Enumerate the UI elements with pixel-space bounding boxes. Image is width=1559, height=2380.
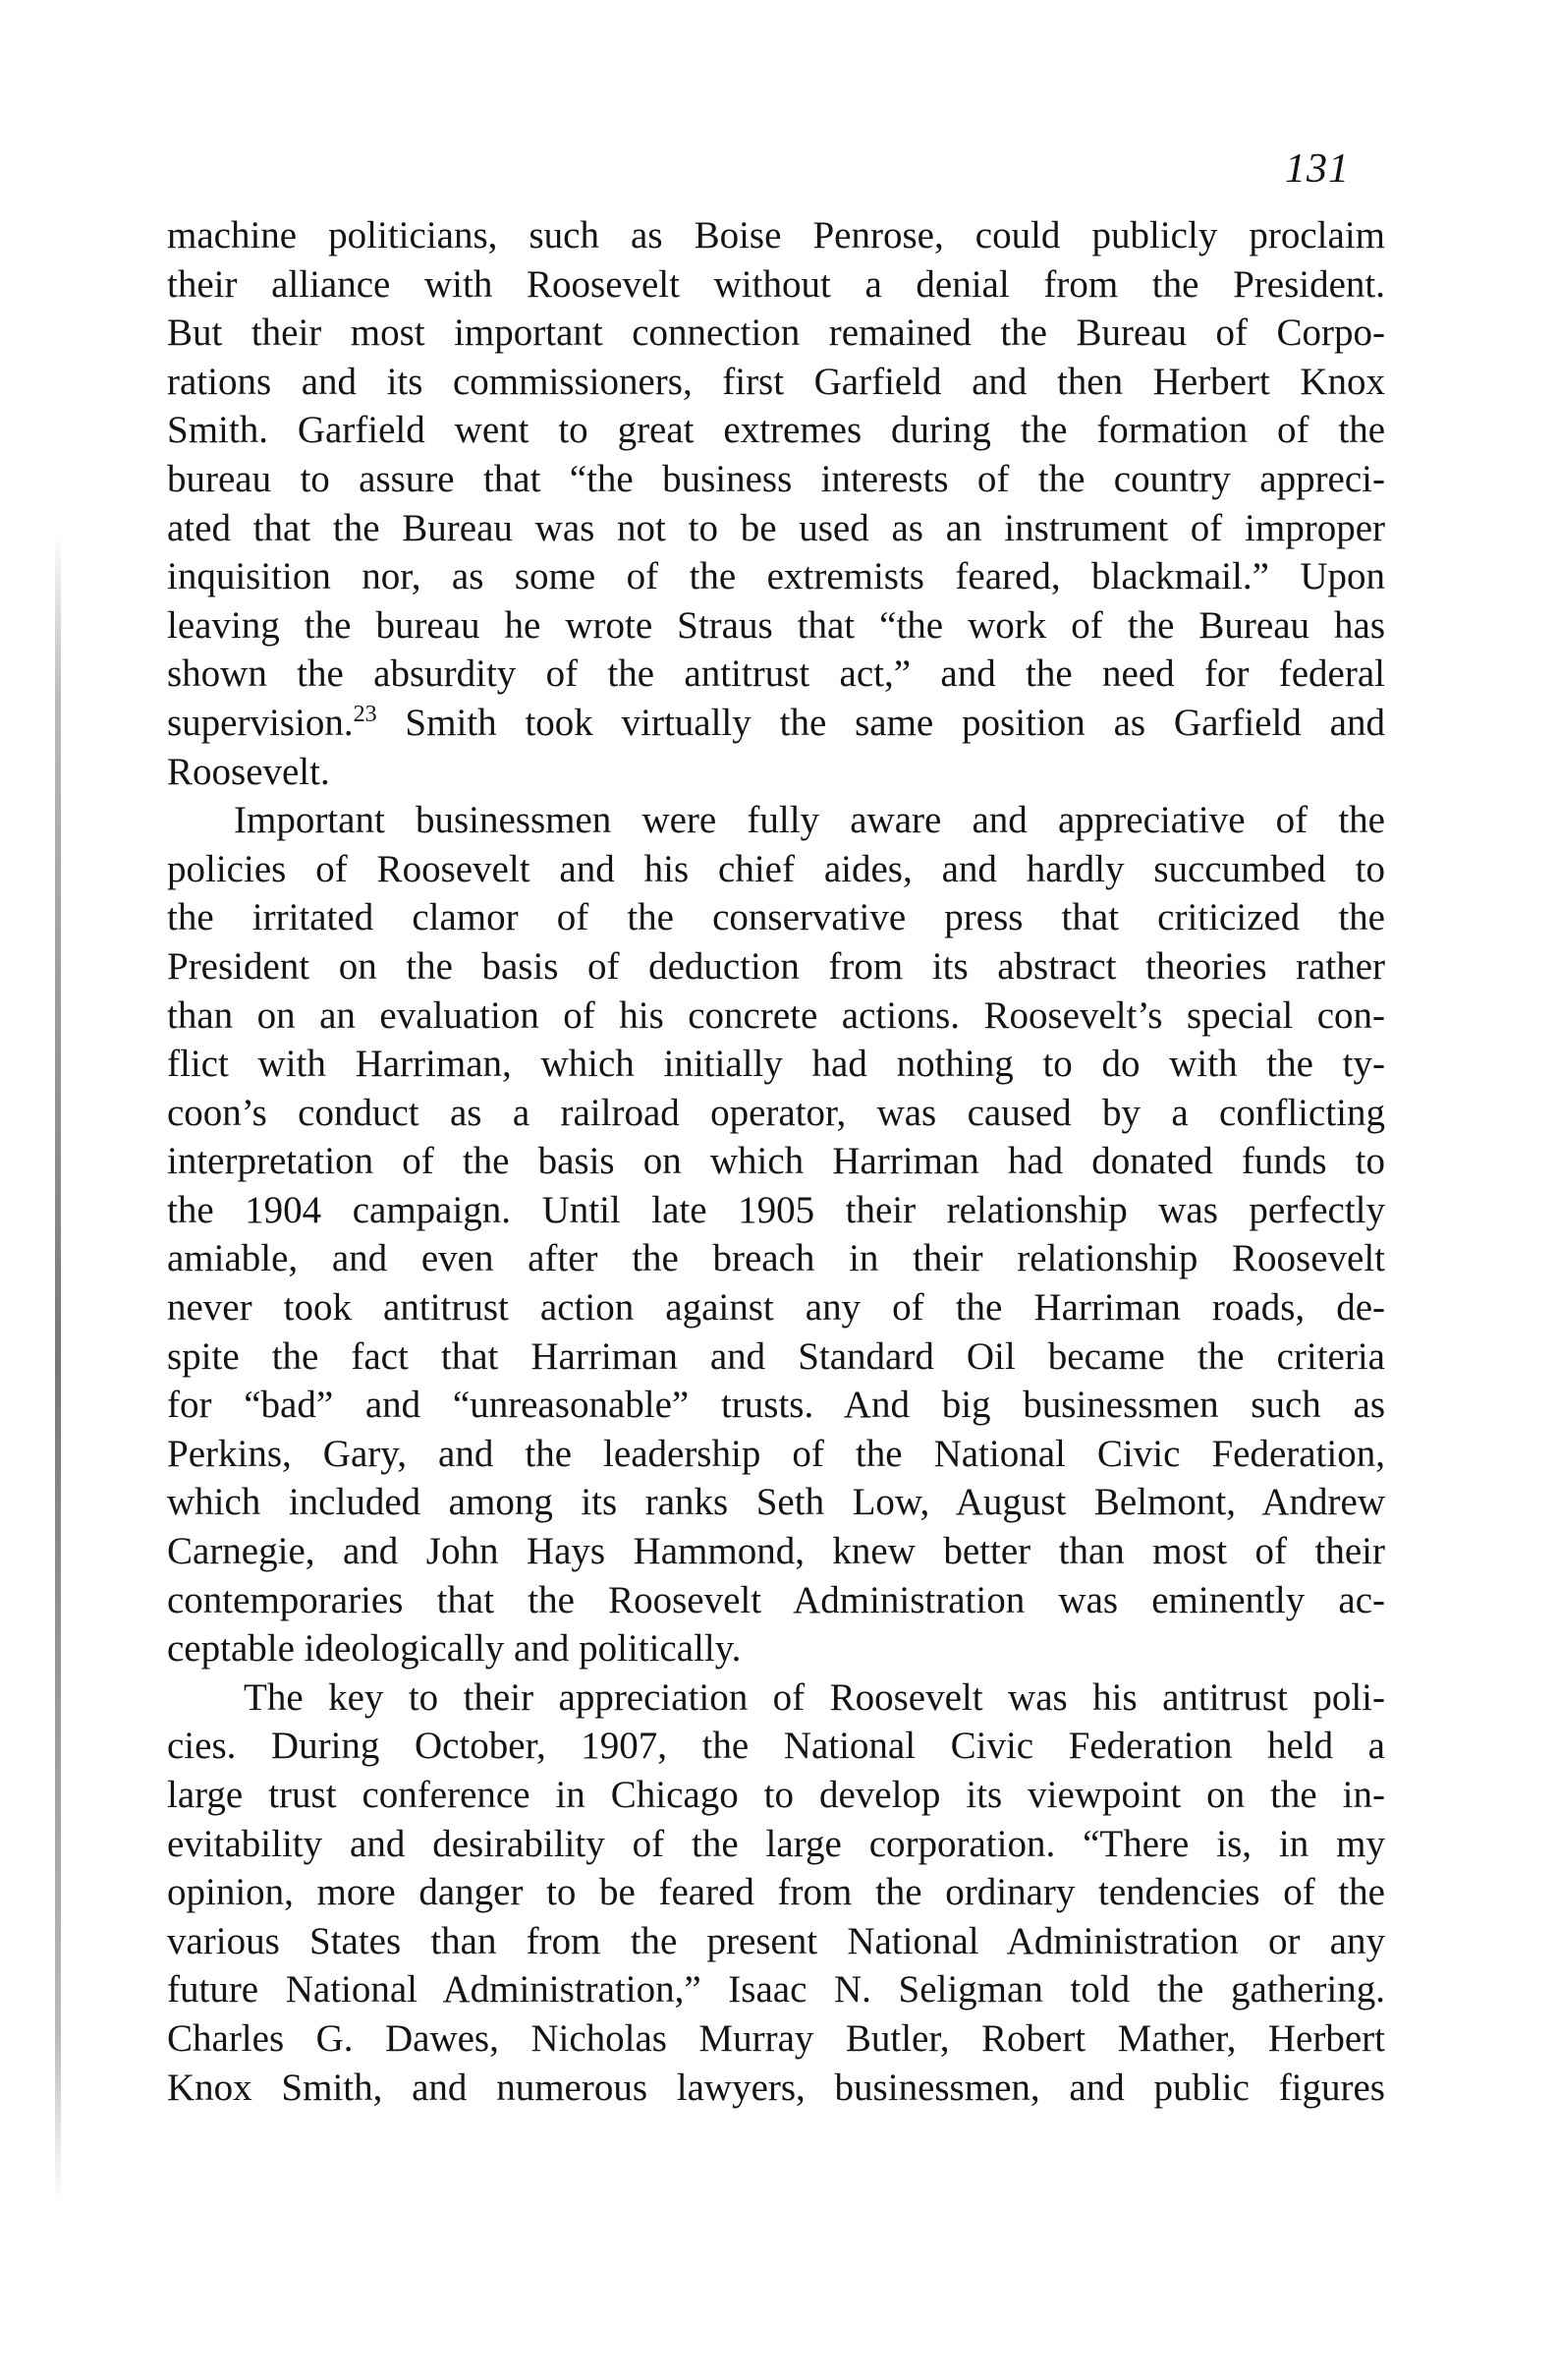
page-number: 131 [1285,146,1350,192]
paragraph-end-line: ceptable ideologically and politically. [167,1627,742,1671]
text-line: bureau to assure that “the business interests of the country appreci- [167,457,1385,500]
text-line: the 1904 campaign. Until late 1905 their relationship was perfectly [167,1188,1385,1231]
text-line: Carnegie, and John Hays Hammond, knew better than most of their [167,1530,1385,1573]
text-line: opinion, more danger to be feared from the ordinary tendencies of the [167,1871,1385,1914]
text-line: cies. During October, 1907, the National Civic Federation held a [167,1725,1385,1768]
text-fragment: Smith took virtually the same position as Garfield and [376,701,1385,744]
paragraph-end-line: Roosevelt. [167,750,330,793]
text-line: the irritated clamor of the conservative press that criticized the [167,896,1385,939]
text-line: which included among its ranks Seth Low, August Belmont, Andrew [167,1481,1385,1524]
text-line: than on an evaluation of his concrete actions. Roosevelt’s special con- [167,993,1385,1037]
text-line: future National Administration,” Isaac N. Seligman told the gathering. [167,1968,1385,2012]
footnote-marker: 23 [353,701,377,727]
text-line: Knox Smith, and numerous lawyers, businessmen, and public figures [167,2066,1385,2109]
text-line: Charles G. Dawes, Nicholas Murray Butler, Robert Mather, Herbert [167,2016,1385,2060]
text-line: leaving the bureau he wrote Straus that “the work of the Bureau has [167,603,1385,647]
text-line: policies of Roosevelt and his chief aides, and hardly succumbed to [167,847,1385,890]
text-line: contemporaries that the Roosevelt Administration was eminently ac- [167,1578,1385,1621]
text-line: interpretation of the basis on which Harriman had donated funds to [167,1140,1385,1183]
binding-shadow [55,531,61,2201]
text-line: spite the fact that Harriman and Standard Oil became the criteria [167,1334,1385,1378]
text-line: Smith. Garfield went to great extremes during the formation of the [167,409,1385,452]
text-line-with-footnote [167,699,1385,748]
text-line: But their most important connection remained the Bureau of Corpo- [167,312,1385,355]
text-line: flict with Harriman, which initially had nothing to do with the ty- [167,1043,1385,1086]
text-line: machine politicians, such as Boise Penrose, could publicly proclaim [167,214,1385,256]
text-line: shown the absurdity of the antitrust act,” and the need for federal [167,652,1385,696]
text-line: President on the basis of deduction from its abstract theories rather [167,944,1385,988]
text-fragment: supervision. [167,701,354,744]
text-line: various States than from the present National Administration or any [167,1919,1385,1962]
text-line: Perkins, Gary, and the leadership of the National Civic Federation, [167,1432,1385,1475]
text-line: for “bad” and “unreasonable” trusts. And big businessmen such as [167,1384,1385,1427]
text-line: inquisition nor, as some of the extremists feared, blackmail.” Upon [167,555,1385,598]
paragraph-start-line: The key to their appreciation of Roosevelt was his antitrust poli- [244,1675,1385,1719]
paragraph-start-line: Important businessmen were fully aware and appreciative of the [234,799,1385,842]
text-line: never took antitrust action against any of the Harriman roads, de- [167,1286,1385,1330]
text-line: their alliance with Roosevelt without a denial from the President. [167,262,1385,306]
text-line: rations and its commissioners, first Garfield and then Herbert Knox [167,360,1385,403]
text-line: evitability and desirability of the large corporation. “There is, in my [167,1822,1385,1865]
text-line: ated that the Bureau was not to be used as an instrument of improper [167,506,1385,549]
text-line: amiable, and even after the breach in their relationship Roosevelt [167,1237,1385,1280]
body-text [167,211,1385,2112]
text-line: large trust conference in Chicago to develop its viewpoint on the in- [167,1774,1385,1816]
text-line: coon’s conduct as a railroad operator, was caused by a conflicting [167,1091,1385,1134]
